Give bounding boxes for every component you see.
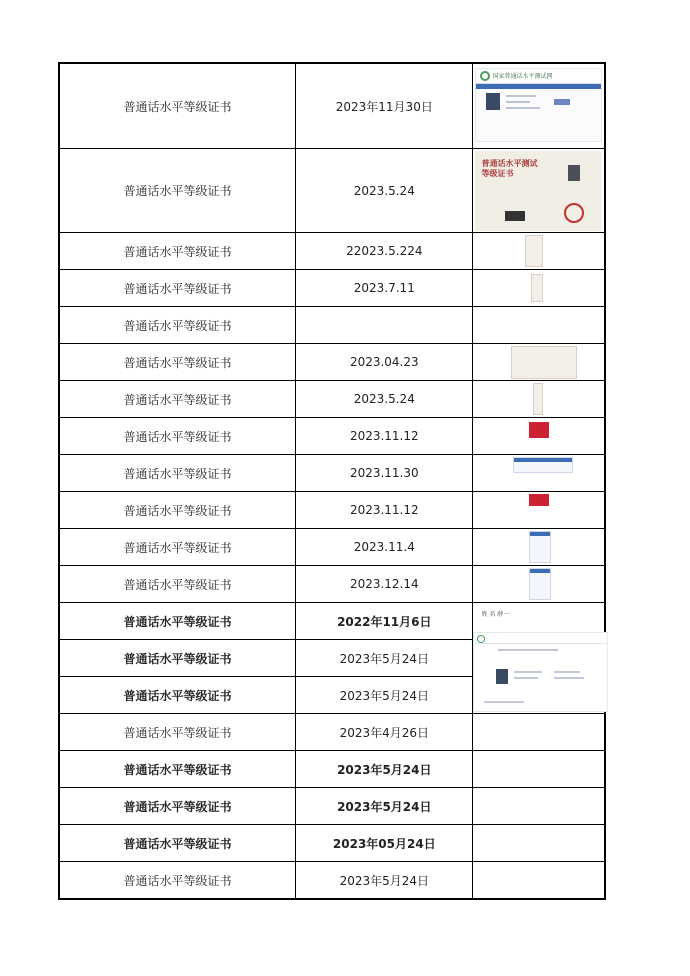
certificate-photo-thumbnail [531, 274, 543, 302]
certificate-date-cell: 2023年5月24日 [296, 862, 473, 898]
certificate-date-cell: 2023年5月24日 [296, 640, 473, 676]
certificate-name-cell: 普通话水平等级证书 [60, 233, 296, 269]
certificate-date-cell [296, 307, 473, 343]
certificate-date-cell: 2023.5.24 [296, 381, 473, 417]
phone-screenshot-thumbnail [529, 494, 549, 506]
table-row [60, 713, 604, 750]
certificate-name-cell: 普通话水平等级证书 [60, 603, 296, 639]
table-row [60, 380, 604, 417]
certificate-date-cell: 2023.11.4 [296, 529, 473, 565]
attachment-cell [473, 381, 604, 417]
attachment-cell [473, 344, 604, 380]
site-logo-icon [477, 635, 485, 643]
certificate-title: 普通话水平测试 等级证书 [481, 159, 538, 178]
certificate-name-cell: 普通话水平等级证书 [60, 307, 296, 343]
certificate-name-cell: 普通话水平等级证书 [60, 381, 296, 417]
attachment-cell [473, 751, 604, 787]
certificate-name-cell: 普通话水平等级证书 [60, 418, 296, 454]
attachment-cell [473, 714, 604, 750]
site-title: 国家普通话水平测试网 [492, 73, 553, 80]
attachment-cell [473, 233, 604, 269]
official-seal-icon [564, 203, 584, 223]
certificate-name-cell: 普通话水平等级证书 [60, 529, 296, 565]
certificate-photo-thumbnail [525, 235, 543, 267]
certificate-name-cell: 普通话水平等级证书 [60, 455, 296, 491]
certificate-date-cell: 2023年05月24日 [296, 825, 473, 861]
certificate-name-cell: 普通话水平等级证书 [60, 640, 296, 676]
certificate-name-cell: 普通话水平等级证书 [60, 344, 296, 380]
certificate-name-cell: 普通话水平等级证书 [60, 788, 296, 824]
attachment-cell [473, 862, 604, 898]
certificate-name-cell: 普通话水平等级证书 [60, 862, 296, 898]
certificate-name-cell: 普通话水平等级证书 [60, 64, 296, 148]
certificate-date-cell: 2023年5月24日 [296, 788, 473, 824]
certificate-name-cell: 普通话水平等级证书 [60, 677, 296, 713]
table-row [60, 565, 604, 602]
id-photo [568, 165, 580, 181]
id-photo [496, 669, 508, 684]
certificate-photo-thumbnail [475, 151, 602, 231]
certificate-date-cell: 2023.11.30 [296, 455, 473, 491]
table-row [60, 750, 604, 787]
certificate-photo-thumbnail [533, 383, 543, 415]
attachment-cell [473, 529, 604, 565]
certificate-date-cell: 2022年11月6日 [296, 603, 473, 639]
table-row [60, 64, 604, 148]
certificate-name-cell: 普通话水平等级证书 [60, 714, 296, 750]
table-row [60, 824, 604, 861]
attachment-cell [473, 418, 604, 454]
certificate-name-cell: 普通话水平等级证书 [60, 751, 296, 787]
attachment-cell [473, 270, 604, 306]
attachment-cell [473, 307, 604, 343]
table-row [60, 787, 604, 824]
id-photo [486, 93, 500, 110]
certificate-date-cell: 2023年5月24日 [296, 677, 473, 713]
attachment-cell [473, 64, 604, 148]
phone-screenshot-thumbnail [529, 568, 551, 600]
certificate-date-cell: 2023.11.12 [296, 418, 473, 454]
attachment-cell [473, 149, 604, 232]
attachment-cell [473, 492, 604, 528]
certificate-name-cell: 普通话水平等级证书 [60, 566, 296, 602]
attachment-cell [473, 566, 604, 602]
certificate-date-cell: 2023.12.14 [296, 566, 473, 602]
certificate-date-cell: 2023.04.23 [296, 344, 473, 380]
table-row [60, 306, 604, 343]
certificate-name-cell: 普通话水平等级证书 [60, 492, 296, 528]
attachment-cell [473, 788, 604, 824]
certificate-date-cell: 2023.5.24 [296, 149, 473, 232]
table-row [60, 343, 604, 380]
table-row [60, 148, 604, 232]
website-screenshot-thumbnail [475, 68, 602, 142]
certificate-date-cell: 22023.5.224 [296, 233, 473, 269]
certificate-table [58, 62, 606, 900]
table-row [60, 269, 604, 306]
verification-screenshot-thumbnail [473, 632, 608, 712]
phone-screenshot-thumbnail [529, 422, 549, 438]
form-text: 姓 名 薛一 [481, 611, 510, 618]
table-row [60, 417, 604, 454]
certificate-name-cell: 普通话水平等级证书 [60, 825, 296, 861]
phone-screenshot-thumbnail [529, 531, 551, 563]
barcode-icon [505, 211, 525, 221]
certificate-date-cell: 2023.11.12 [296, 492, 473, 528]
certificate-date-cell: 2023年4月26日 [296, 714, 473, 750]
certificate-name-cell: 普通话水平等级证书 [60, 149, 296, 232]
table-row [60, 454, 604, 491]
web-screenshot-thumbnail [513, 457, 573, 473]
certificate-date-cell: 2023.7.11 [296, 270, 473, 306]
certificate-name-cell: 普通话水平等级证书 [60, 270, 296, 306]
table-row [60, 232, 604, 269]
attachment-cell [473, 825, 604, 861]
certificate-photo-thumbnail [511, 346, 577, 379]
attachment-cell [473, 455, 604, 491]
screenshot-header-bar [474, 633, 607, 644]
table-row [60, 491, 604, 528]
certificate-date-cell: 2023年5月24日 [296, 751, 473, 787]
table-row [60, 861, 604, 898]
certificate-date-cell: 2023年11月30日 [296, 64, 473, 148]
table-row [60, 528, 604, 565]
